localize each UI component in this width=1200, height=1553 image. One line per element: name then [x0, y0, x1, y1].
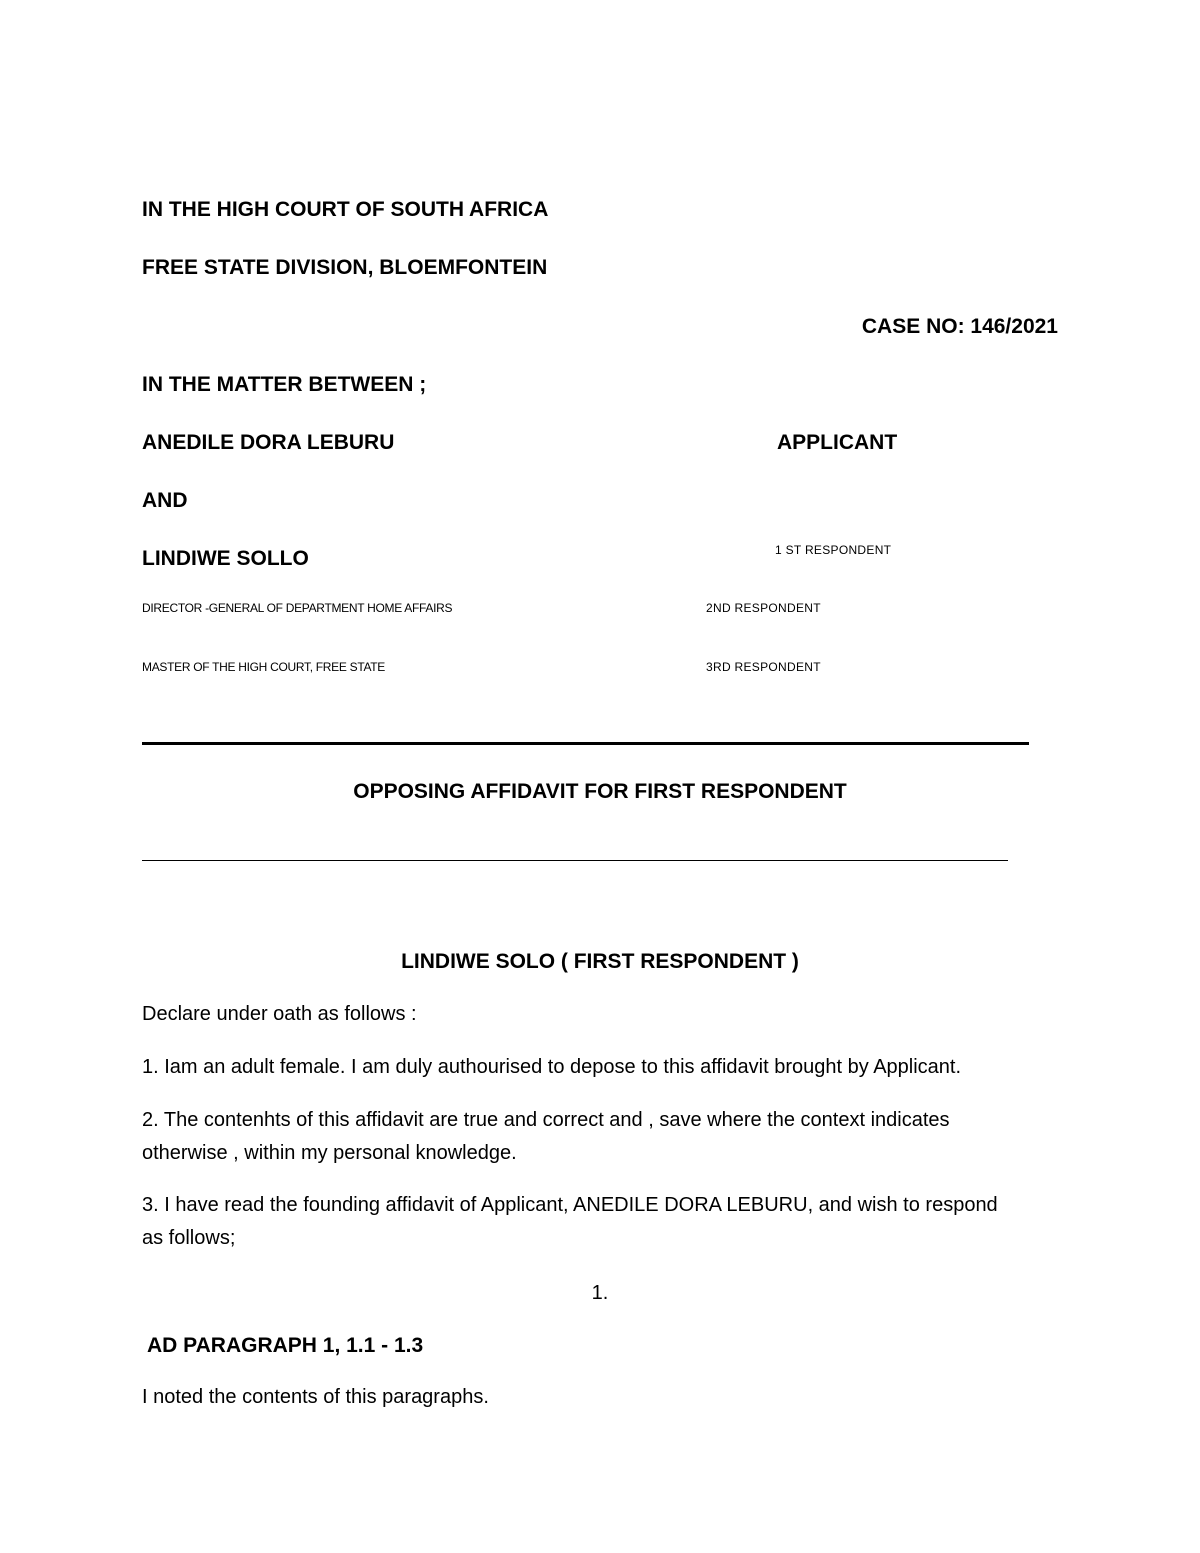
and-label: AND [142, 489, 188, 512]
case-number: CASE NO: 146/2021 [861, 315, 1058, 338]
respondent3-role: 3RD RESPONDENT [706, 660, 821, 674]
court-heading: IN THE HIGH COURT OF SOUTH AFRICA [142, 198, 549, 221]
applicant-name: ANEDILE DORA LEBURU [142, 431, 395, 454]
division-heading: FREE STATE DIVISION, BLOEMFONTEIN [142, 256, 548, 279]
respondent1-role: 1 ST RESPONDENT [775, 543, 892, 557]
section-number: 1. [591, 1282, 609, 1304]
paragraph-1: 1. Iam an adult female. I am duly authourised to depose to this affidavit brought by Applicant. [142, 1056, 962, 1078]
paragraph-3-line-1: 3. I have read the founding affidavit of Applicant, ANEDILE DORA LEBURU, and wish to respond [142, 1194, 998, 1216]
noted-line: I noted the contents of this paragraphs. [142, 1386, 489, 1408]
paragraph-2-line-1: 2. The contenhts of this affidavit are true and correct and , save where the context indicates [142, 1109, 950, 1131]
matter-between-heading: IN THE MATTER BETWEEN ; [142, 373, 427, 396]
respondent1-name: LINDIWE SOLLO [142, 547, 309, 570]
paragraph-3-line-2: as follows; [142, 1227, 236, 1249]
paragraph-2-line-2: otherwise , within my personal knowledge. [142, 1142, 517, 1164]
respondent3-name: MASTER OF THE HIGH COURT, FREE STATE [142, 660, 385, 674]
respondent2-role: 2ND RESPONDENT [706, 601, 821, 615]
respondent2-name: DIRECTOR -GENERAL OF DEPARTMENT HOME AFFAIRS [142, 601, 453, 615]
applicant-role: APPLICANT [777, 431, 898, 454]
bottom-divider [142, 860, 1008, 861]
oath-line: Declare under oath as follows : [142, 1003, 417, 1025]
top-divider [142, 742, 1029, 745]
deponent-heading: LINDIWE SOLO ( FIRST RESPONDENT ) [401, 950, 799, 973]
document-title: OPPOSING AFFIDAVIT FOR FIRST RESPONDENT [353, 780, 847, 803]
ad-paragraph-heading: AD PARAGRAPH 1, 1.1 - 1.3 [147, 1334, 424, 1357]
